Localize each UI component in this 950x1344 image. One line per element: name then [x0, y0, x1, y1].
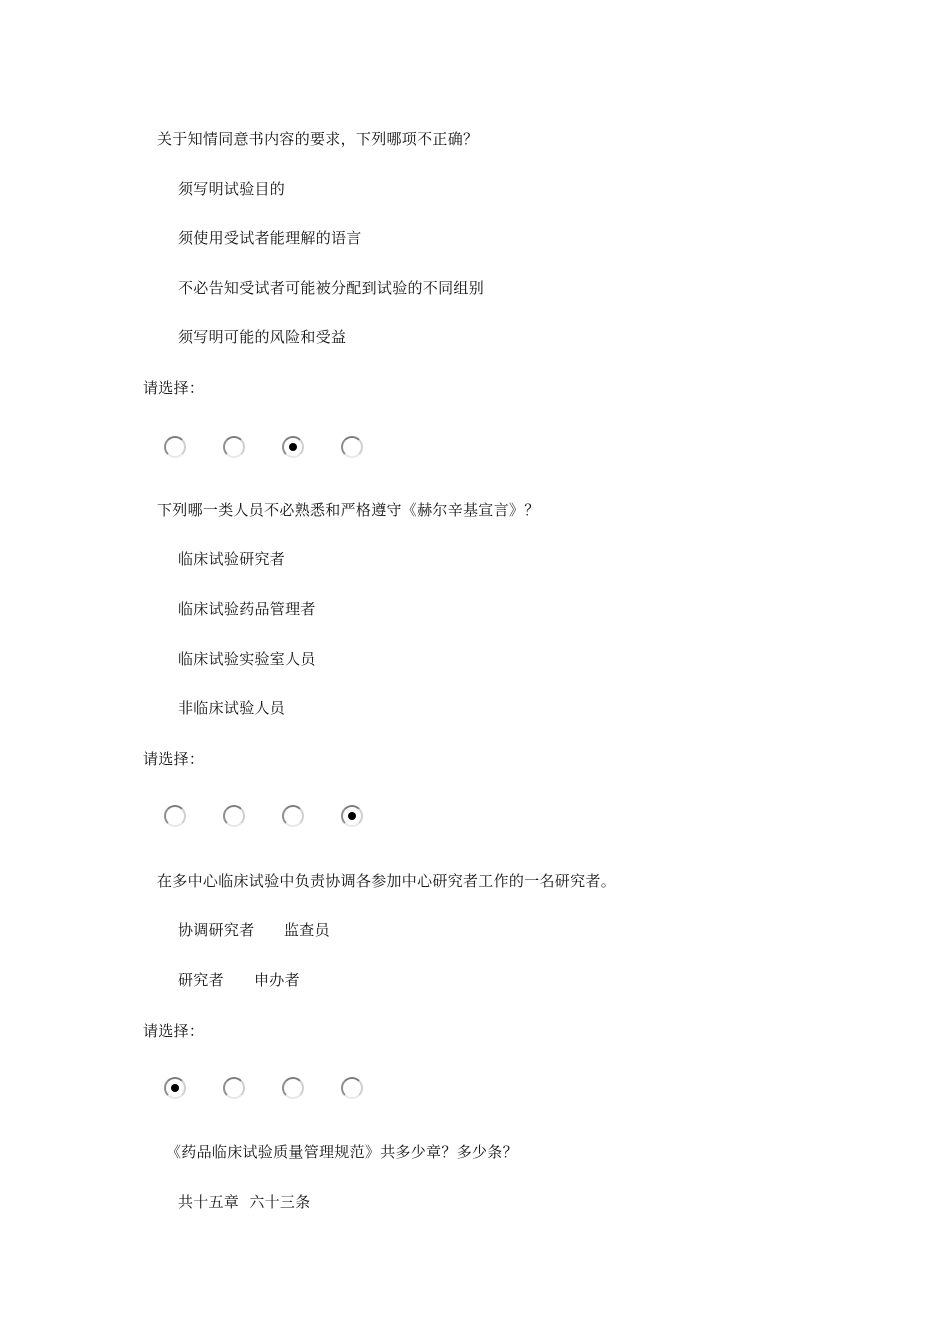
question-2-option-a: 临床试验研究者 — [178, 550, 286, 568]
question-3-radio-d[interactable] — [341, 1077, 363, 1099]
question-2-radio-c[interactable] — [282, 805, 304, 827]
question-2-option-d: 非临床试验人员 — [178, 699, 286, 717]
question-3-option-c: 研究者 — [178, 971, 224, 989]
question-4-option-a: 共十五章 六十三条 — [178, 1193, 311, 1211]
question-1-radio-d[interactable] — [341, 436, 363, 458]
question-2-option-c: 临床试验实验室人员 — [178, 650, 316, 668]
question-1-text: 关于知情同意书内容的要求，下列哪项不正确？ — [157, 130, 479, 148]
question-1-radio-b[interactable] — [223, 436, 245, 458]
question-3-text: 在多中心临床试验中负责协调各参加中心研究者工作的一名研究者。 — [157, 872, 617, 890]
question-2-text: 下列哪一类人员不必熟悉和严格遵守《赫尔辛基宣言》？ — [157, 501, 540, 519]
question-1-radio-c[interactable] — [282, 436, 304, 458]
question-1-prompt: 请选择： — [143, 379, 205, 397]
question-1-option-a: 须写明试验目的 — [178, 180, 286, 198]
question-2-radio-a[interactable] — [164, 805, 186, 827]
question-3-option-b: 监查员 — [284, 921, 330, 939]
question-1-option-b: 须使用受试者能理解的语言 — [178, 229, 362, 247]
question-1-radio-a[interactable] — [164, 436, 186, 458]
question-3-radio-a[interactable] — [164, 1077, 186, 1099]
question-2-prompt: 请选择： — [143, 750, 205, 768]
question-1-option-d: 须写明可能的风险和受益 — [178, 328, 347, 346]
question-3-radio-b[interactable] — [223, 1077, 245, 1099]
question-2-radio-b[interactable] — [223, 805, 245, 827]
question-3-option-d: 申办者 — [254, 971, 300, 989]
question-2-radio-d[interactable] — [341, 805, 363, 827]
question-3-prompt: 请选择： — [143, 1022, 205, 1040]
question-3-radio-c[interactable] — [282, 1077, 304, 1099]
question-2-option-b: 临床试验药品管理者 — [178, 600, 316, 618]
question-1-option-c: 不必告知受试者可能被分配到试验的不同组别 — [178, 279, 485, 297]
question-4-text: 《药品临床试验质量管理规范》共多少章？多少条？ — [166, 1143, 518, 1161]
question-3-option-a: 协调研究者 — [178, 921, 255, 939]
